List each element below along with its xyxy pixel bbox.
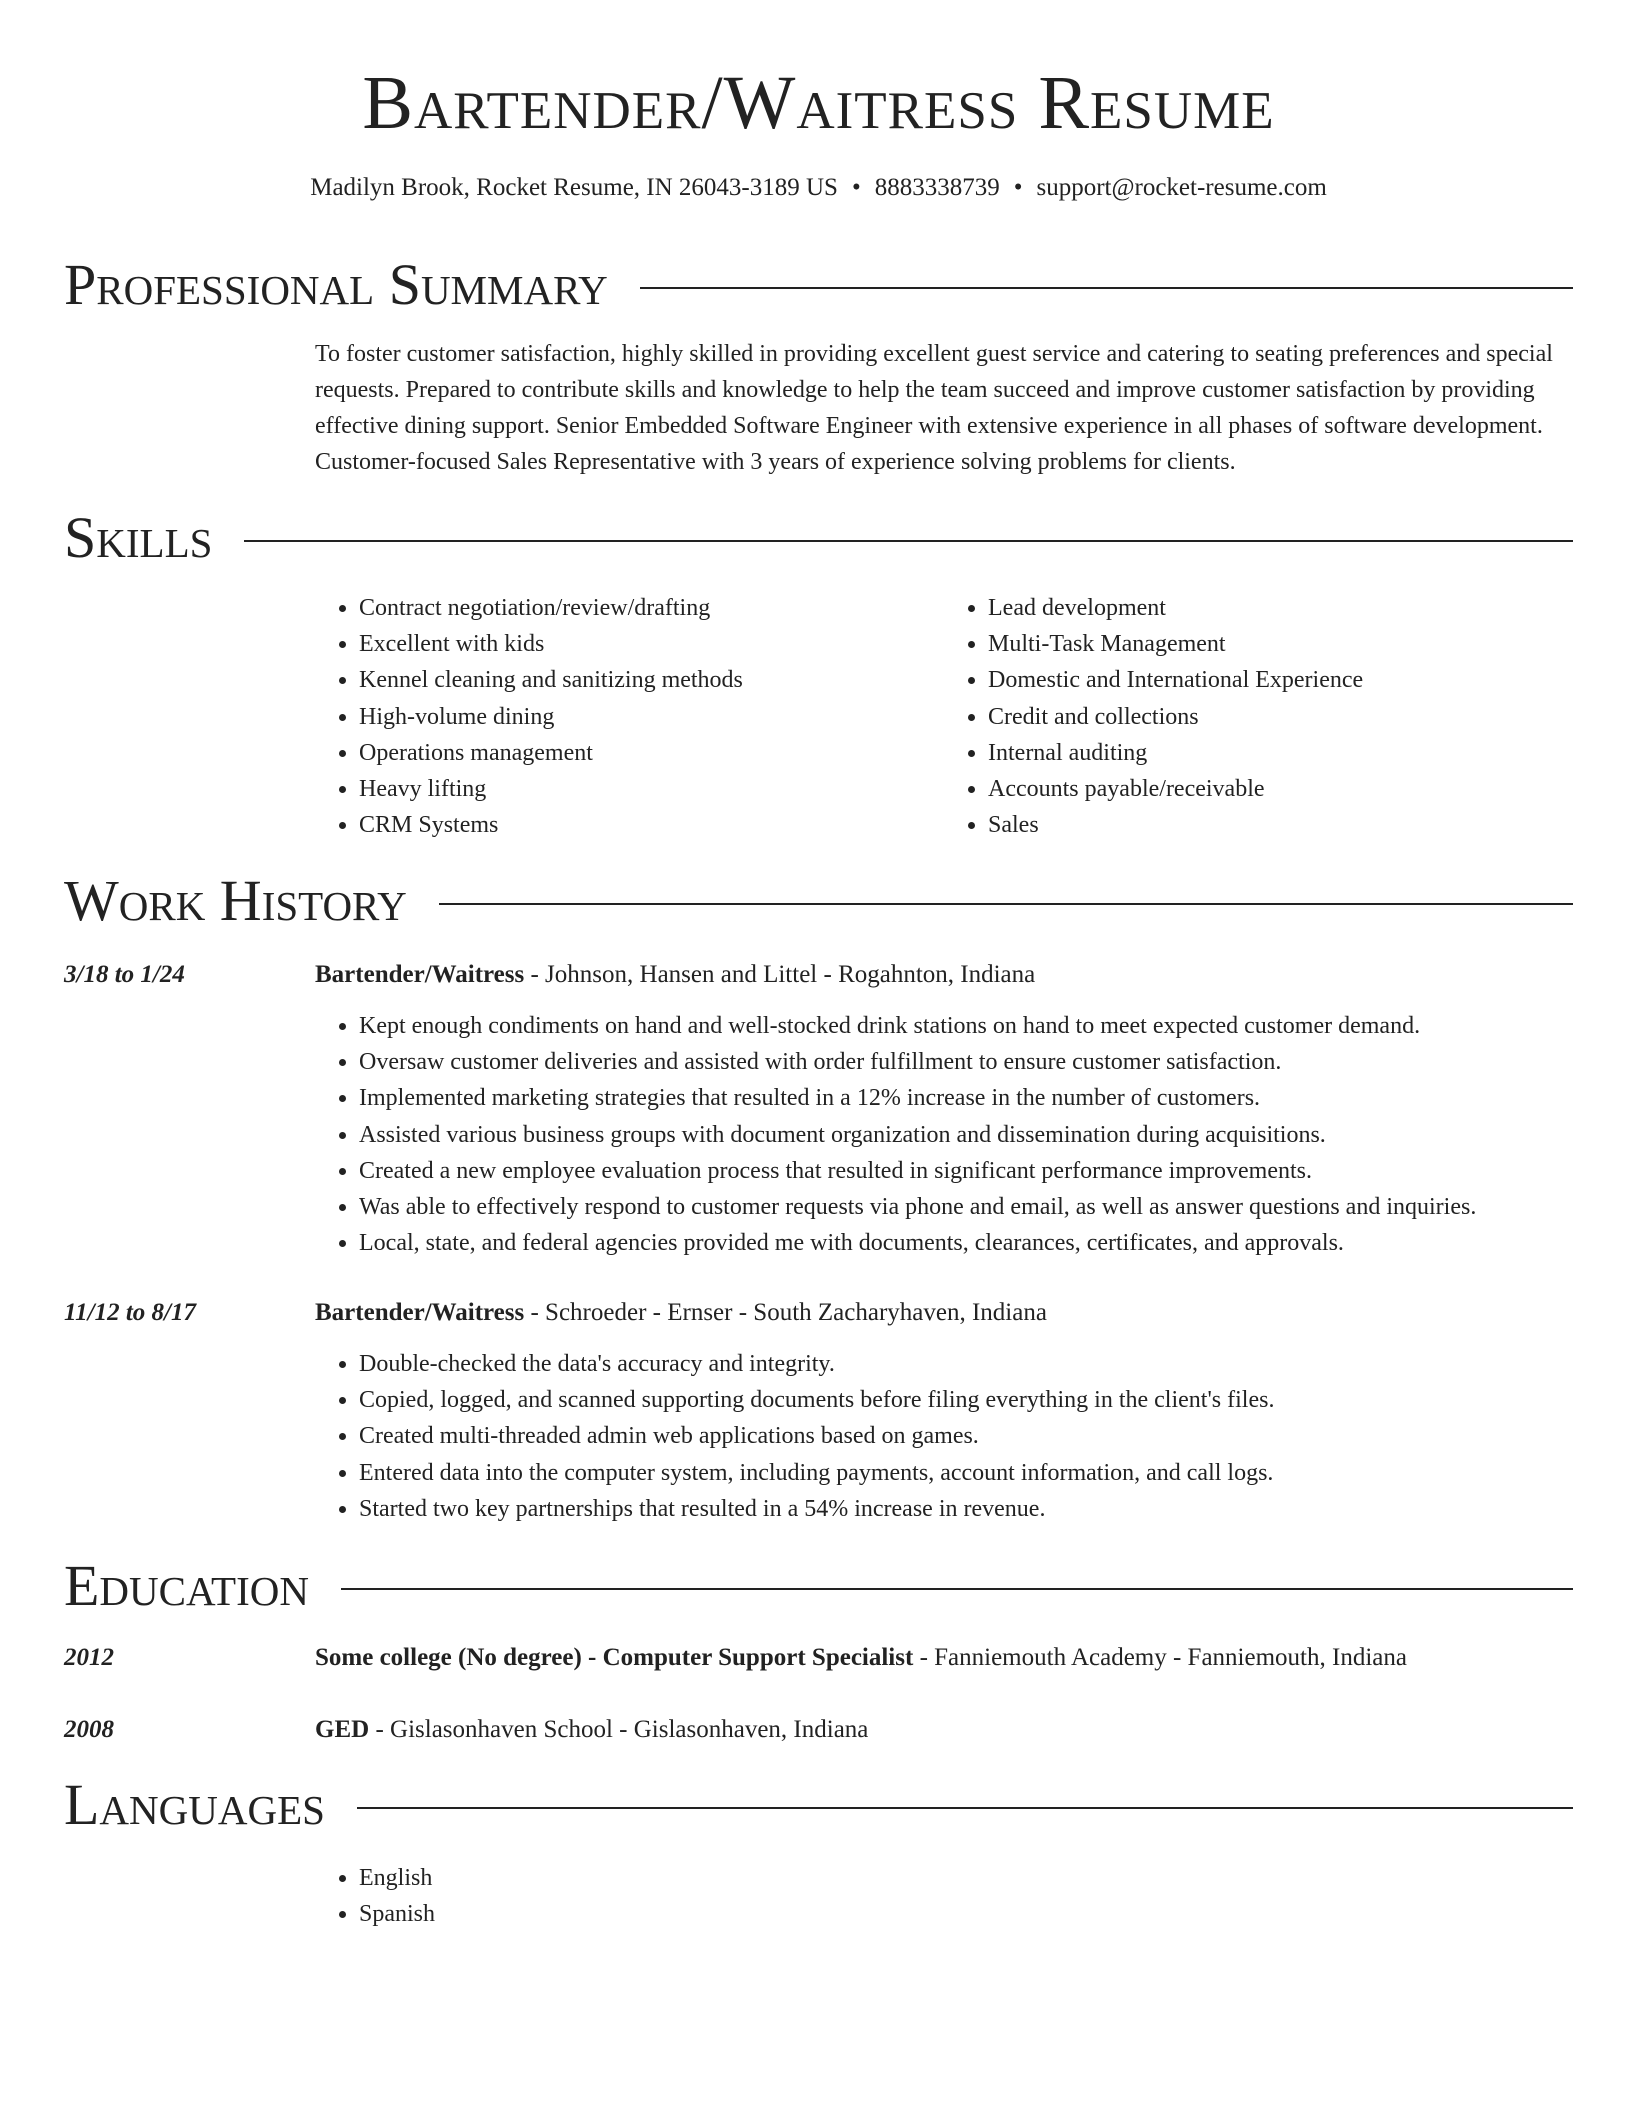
list-item: • Assisted various business groups with document organization and dissemination during acquisitions. [359, 1117, 1573, 1153]
list-item: • Spanish [359, 1896, 1573, 1932]
list-item: • Operations management [359, 735, 944, 771]
section-divider [341, 1588, 1573, 1590]
list-item: • Entered data into the computer system, including payments, account information, and call logs. [359, 1455, 1573, 1491]
job-entry [315, 958, 1573, 1261]
list-item: • Multi-Task Management [988, 626, 1573, 662]
section-divider [640, 287, 1573, 289]
contact-email: support@rocket-resume.com [1036, 174, 1327, 201]
job-dates: 11/12 to 8/17 [64, 1299, 196, 1326]
job-employer: - Johnson, Hansen and Littel - Rogahnton, Indiana [524, 961, 1036, 988]
contact-phone: 8883338739 [874, 174, 1000, 201]
list-item: • Excellent with kids [359, 626, 944, 662]
languages-body [315, 1860, 1573, 1932]
list-item: • Created a new employee evaluation process that resulted in significant performance improvements. [359, 1153, 1573, 1189]
summary-body [315, 336, 1573, 480]
skills-section-heading [64, 505, 1573, 570]
job-employer: - Schroeder - Ernser - South Zacharyhaven, Indiana [524, 1299, 1047, 1326]
list-item: • English [359, 1860, 1573, 1896]
job-title: Bartender/Waitress [315, 961, 525, 988]
education-section-heading [64, 1553, 1573, 1618]
job-title: Bartender/Waitress [315, 1299, 525, 1326]
list-item: • Created multi-threaded admin web applications based on games. [359, 1418, 1573, 1454]
list-item: • Kennel cleaning and sanitizing methods [359, 662, 944, 698]
education-heading: Education [64, 1553, 309, 1618]
education-entry [315, 1641, 1573, 1675]
section-divider [357, 1807, 1573, 1809]
list-item: • Started two key partnerships that resulted in a 54% increase in revenue. [359, 1491, 1573, 1527]
work-section-heading [64, 868, 1573, 933]
job-title-line [315, 958, 1573, 992]
list-item: • Oversaw customer deliveries and assisted with order fulfillment to ensure customer satisfaction. [359, 1044, 1573, 1080]
contact-address: Madilyn Brook, Rocket Resume, IN 26043-3189 US [310, 174, 838, 201]
list-item: • Copied, logged, and scanned supporting documents before filing everything in the client's files. [359, 1382, 1573, 1418]
skills-body [315, 590, 1573, 843]
summary-heading: Professional Summary [64, 252, 608, 317]
languages-list [315, 1860, 1573, 1932]
education-degree: Some college (No degree) - Computer Support Specialist [315, 1644, 914, 1671]
list-item: • Accounts payable/receivable [988, 771, 1573, 807]
contact-line: Madilyn Brook, Rocket Resume, IN 26043-3189 US • 8883338739 • support@rocket-resume.com [310, 174, 1327, 201]
list-item: • Internal auditing [988, 735, 1573, 771]
languages-section-heading [64, 1772, 1573, 1837]
section-divider [244, 540, 1573, 542]
section-divider [439, 903, 1573, 905]
education-year: 2008 [64, 1716, 114, 1743]
list-item: • Double-checked the data's accuracy and integrity. [359, 1346, 1573, 1382]
education-degree: GED [315, 1716, 370, 1743]
education-school: - Gislasonhaven School - Gislasonhaven, Indiana [369, 1716, 869, 1743]
skills-list-right [944, 590, 1573, 843]
list-item: • Domestic and International Experience [988, 662, 1573, 698]
job-entry [315, 1296, 1573, 1527]
work-heading: Work History [64, 868, 407, 933]
education-school: - Fanniemouth Academy - Fanniemouth, Indiana [913, 1644, 1407, 1671]
list-item: • Lead development [988, 590, 1573, 626]
list-item: • Kept enough condiments on hand and well-stocked drink stations on hand to meet expected customer demand. [359, 1008, 1573, 1044]
education-year: 2012 [64, 1644, 114, 1671]
summary-text: To foster customer satisfaction, highly skilled in providing excellent guest service and catering to seating preferences and special requests. Prepared to contribute skills and knowledge to help the team succeed and improve customer satisfaction by providing effective dining support. Senior Embedded Software Engineer with extensive experience in all phases of software development. Customer-focused Sales Representative with 3 years of experience solving problems for clients. [315, 341, 1553, 475]
job-dates: 3/18 to 1/24 [64, 961, 185, 988]
list-item: • Sales [988, 807, 1573, 843]
list-item: • High-volume dining [359, 699, 944, 735]
skills-heading: Skills [64, 505, 213, 570]
list-item: • Credit and collections [988, 699, 1573, 735]
skills-list-left [315, 590, 944, 843]
job-bullets [315, 1008, 1573, 1261]
resume-page [64, 0, 1573, 1928]
list-item: • Implemented marketing strategies that resulted in a 12% increase in the number of customers. [359, 1080, 1573, 1116]
list-item: • Contract negotiation/review/drafting [359, 590, 944, 626]
summary-section-heading [64, 252, 1573, 317]
list-item: • Local, state, and federal agencies provided me with documents, clearances, certificates, and approvals. [359, 1225, 1573, 1261]
job-bullets [315, 1346, 1573, 1527]
list-item: • Heavy lifting [359, 771, 944, 807]
list-item: • Was able to effectively respond to customer requests via phone and email, as well as answer questions and inquiries. [359, 1189, 1573, 1225]
languages-heading: Languages [64, 1772, 325, 1837]
list-item: • CRM Systems [359, 807, 944, 843]
resume-title: Bartender/Waitress Resume [362, 61, 1275, 145]
job-title-line [315, 1296, 1573, 1330]
education-entry [315, 1713, 1573, 1747]
